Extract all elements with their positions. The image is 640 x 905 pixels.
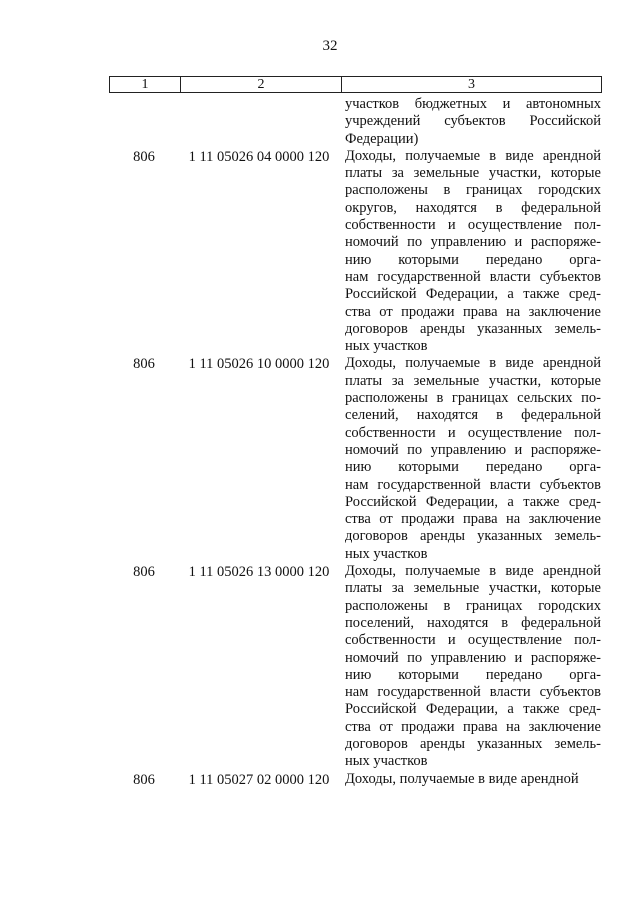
description-line: учреждений субъектов Российской: [345, 113, 601, 130]
description-line: ных участков: [345, 545, 428, 562]
description-line: номочий по управлению и распоряже-: [345, 441, 601, 458]
description-line: Доходы, получаемые в виде арендной: [345, 147, 601, 164]
description-cell: [339, 96, 602, 148]
description-cell: [339, 148, 602, 356]
budget-classification-code-cell: [179, 96, 339, 97]
description-line: договоров аренды указанных земель-: [345, 528, 601, 545]
description-line: Российской Федерации, а также сред-: [345, 701, 601, 718]
description-line: расположены в границах городских: [345, 182, 601, 199]
description-cell: [339, 355, 602, 563]
header-column-1: 1: [110, 77, 181, 92]
description-line: нию которыми передано орга-: [345, 666, 601, 683]
budget-classification-code-cell: 1 11 05026 04 0000 120: [188, 148, 330, 165]
description-line: ства от продажи права на заключение: [345, 718, 601, 735]
description-line: ных участков: [345, 753, 428, 770]
description-line: селений, находятся в федеральной: [345, 407, 601, 424]
description-line: округов, находятся в федеральной: [345, 199, 601, 216]
description-line: собственности и осуществление пол-: [345, 217, 601, 234]
admin-code-cell: 806: [133, 148, 155, 165]
budget-classification-code-cell: 1 11 05027 02 0000 120: [188, 771, 330, 788]
budget-classification-code-cell: 1 11 05026 13 0000 120: [188, 564, 330, 581]
description-cell: [339, 771, 602, 788]
description-line: нам государственной власти субъектов: [345, 684, 601, 701]
table-row: [109, 563, 602, 771]
table-row: [109, 96, 602, 148]
description-line: договоров аренды указанных земель-: [345, 320, 601, 337]
description-line: поселений, находятся в федеральной: [345, 614, 601, 631]
description-line: нию которыми передано орга-: [345, 251, 601, 268]
description-line: номочий по управлению и распоряже-: [345, 649, 601, 666]
description-line: собственности и осуществление пол-: [345, 632, 601, 649]
table-row: [109, 355, 602, 563]
description-line: нам государственной власти субъектов: [345, 268, 601, 285]
admin-code-cell: [109, 96, 179, 97]
description-line: Российской Федерации, а также сред-: [345, 493, 601, 510]
admin-code-cell: 806: [133, 356, 155, 373]
description-line: Доходы, получаемые в виде арендной: [345, 355, 601, 372]
description-line: Российской Федерации, а также сред-: [345, 286, 601, 303]
description-line: ства от продажи права на заключение: [345, 303, 601, 320]
table-row: [109, 148, 602, 356]
description-line: Федерации): [345, 130, 419, 147]
description-line: Доходы, получаемые в виде арендной: [345, 770, 579, 787]
admin-code-cell: 806: [133, 771, 155, 788]
description-line: ных участков: [345, 338, 428, 355]
description-line: нию которыми передано орга-: [345, 459, 601, 476]
description-line: номочий по управлению и распоряже-: [345, 234, 601, 251]
table-header-row: [109, 76, 602, 93]
description-cell: [339, 563, 602, 771]
header-column-3: 3: [468, 77, 475, 92]
table-row: [109, 771, 602, 789]
table-body: [109, 96, 602, 789]
description-line: договоров аренды указанных земель-: [345, 735, 601, 752]
budget-classification-code-cell: 1 11 05026 10 0000 120: [188, 356, 330, 373]
description-line: участков бюджетных и автономных: [345, 96, 601, 112]
page-number: 32: [322, 38, 338, 54]
description-line: расположены в границах сельских по-: [345, 390, 601, 407]
description-line: ства от продажи права на заключение: [345, 511, 601, 528]
description-line: платы за земельные участки, которые: [345, 580, 601, 597]
admin-code-cell: 806: [133, 564, 155, 581]
description-line: собственности и осуществление пол-: [345, 424, 601, 441]
header-column-2: 2: [181, 77, 342, 92]
description-line: платы за земельные участки, которые: [345, 165, 601, 182]
description-line: платы за земельные участки, которые: [345, 372, 601, 389]
description-line: расположены в границах городских: [345, 597, 601, 614]
description-line: Доходы, получаемые в виде арендной: [345, 563, 601, 580]
description-line: нам государственной власти субъектов: [345, 476, 601, 493]
